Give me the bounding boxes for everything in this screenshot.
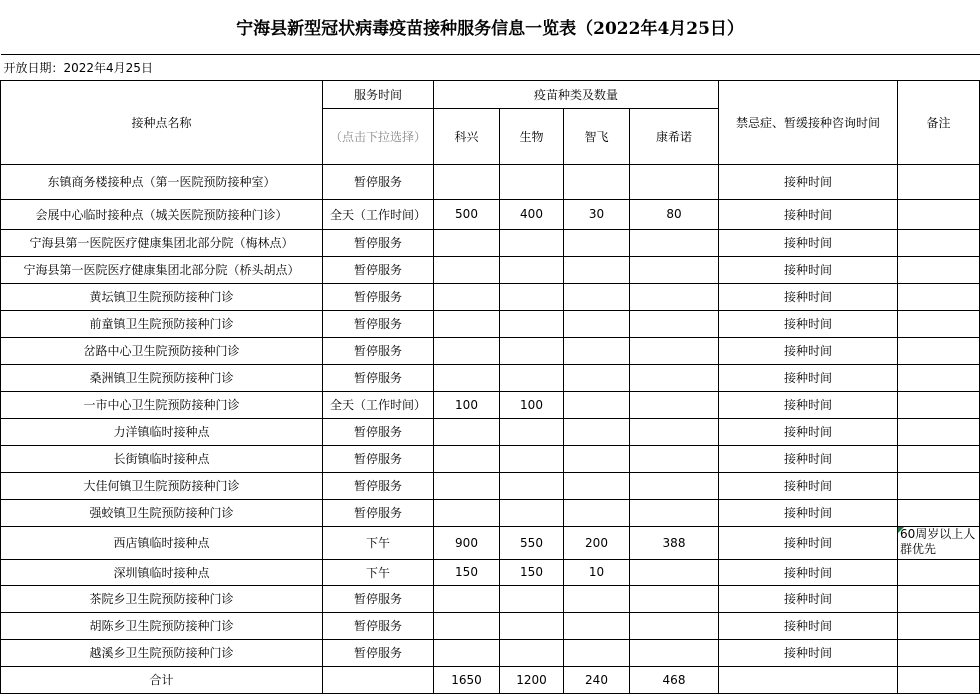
shengwu-qty-cell (500, 612, 564, 639)
remark-cell (898, 364, 980, 391)
kexing-qty-cell (434, 418, 500, 445)
shengwu-qty-cell (500, 164, 564, 199)
remark-cell (898, 499, 980, 526)
header-remark: 备注 (898, 80, 980, 164)
zhifei-qty-cell (564, 499, 630, 526)
shengwu-qty-cell (500, 337, 564, 364)
service-time-cell[interactable]: 全天（工作时间） (323, 199, 434, 229)
kangxinuo-qty-cell (630, 283, 719, 310)
shengwu-qty-cell (500, 472, 564, 499)
consult-time-cell: 接种时间 (719, 229, 898, 256)
shengwu-qty-cell: 400 (500, 199, 564, 229)
table-row (1, 283, 980, 310)
kangxinuo-qty-cell (630, 164, 719, 199)
table-row (1, 499, 980, 526)
kangxinuo-qty-cell (630, 585, 719, 612)
service-time-cell[interactable]: 暂停服务 (323, 164, 434, 199)
header-vaccine-zhifei: 智飞 (564, 108, 630, 164)
kexing-qty-cell: 150 (434, 559, 500, 585)
remark-cell (898, 391, 980, 418)
zhifei-qty-cell (564, 585, 630, 612)
consult-time-cell: 接种时间 (719, 199, 898, 229)
kangxinuo-qty-cell (630, 612, 719, 639)
service-time-cell[interactable]: 暂停服务 (323, 364, 434, 391)
shengwu-qty-cell (500, 445, 564, 472)
consult-time-cell: 接种时间 (719, 310, 898, 337)
table-row (1, 364, 980, 391)
site-name-cell: 茶院乡卫生院预防接种门诊 (1, 585, 323, 612)
kexing-qty-cell (434, 164, 500, 199)
total-shengwu: 1200 (500, 666, 564, 693)
consult-time-cell: 接种时间 (719, 391, 898, 418)
remark-cell (898, 445, 980, 472)
remark-cell (898, 585, 980, 612)
consult-time-cell: 接种时间 (719, 283, 898, 310)
site-name-cell: 一市中心卫生院预防接种门诊 (1, 391, 323, 418)
zhifei-qty-cell: 10 (564, 559, 630, 585)
service-time-cell[interactable]: 全天（工作时间） (323, 391, 434, 418)
service-time-cell[interactable]: 暂停服务 (323, 499, 434, 526)
remark-cell (898, 526, 980, 559)
zhifei-qty-cell (564, 612, 630, 639)
kangxinuo-qty-cell: 388 (630, 526, 719, 559)
kexing-qty-cell (434, 499, 500, 526)
zhifei-qty-cell (564, 391, 630, 418)
table-row (1, 612, 980, 639)
remark-cell (898, 472, 980, 499)
kexing-qty-cell (434, 445, 500, 472)
consult-time-cell: 接种时间 (719, 337, 898, 364)
zhifei-qty-cell (564, 283, 630, 310)
total-kexing: 1650 (434, 666, 500, 693)
table-row (1, 229, 980, 256)
consult-time-cell: 接种时间 (719, 559, 898, 585)
service-time-cell[interactable]: 暂停服务 (323, 256, 434, 283)
zhifei-qty-cell (564, 639, 630, 666)
table-row (1, 310, 980, 337)
consult-time-cell: 接种时间 (719, 164, 898, 199)
kexing-qty-cell: 500 (434, 199, 500, 229)
kangxinuo-qty-cell (630, 445, 719, 472)
consult-time-cell: 接种时间 (719, 472, 898, 499)
site-name-cell: 会展中心临时接种点（城关医院预防接种门诊） (1, 199, 323, 229)
kexing-qty-cell (434, 256, 500, 283)
kangxinuo-qty-cell (630, 559, 719, 585)
total-remark-cell (898, 666, 980, 693)
service-time-cell[interactable]: 暂停服务 (323, 472, 434, 499)
open-date: 开放日期：2022年4月25日 (1, 54, 980, 80)
remark-cell (898, 310, 980, 337)
consult-time-cell: 接种时间 (719, 364, 898, 391)
kexing-qty-cell (434, 229, 500, 256)
remark-cell (898, 199, 980, 229)
remark-cell (898, 337, 980, 364)
kangxinuo-qty-cell (630, 310, 719, 337)
site-name-cell: 强蛟镇卫生院预防接种门诊 (1, 499, 323, 526)
service-time-cell[interactable]: 暂停服务 (323, 639, 434, 666)
table-row (1, 199, 980, 229)
kexing-qty-cell (434, 283, 500, 310)
service-time-cell[interactable]: 暂停服务 (323, 445, 434, 472)
kangxinuo-qty-cell (630, 472, 719, 499)
header-vaccine-shengwu: 生物 (500, 108, 564, 164)
total-zhifei: 240 (564, 666, 630, 693)
kexing-qty-cell (434, 612, 500, 639)
zhifei-qty-cell (564, 229, 630, 256)
kangxinuo-qty-cell (630, 499, 719, 526)
table-row (1, 418, 980, 445)
service-time-cell[interactable]: 暂停服务 (323, 337, 434, 364)
table-row (1, 391, 980, 418)
header-consult: 禁忌症、暂缓接种咨询时间 (719, 80, 898, 164)
service-time-cell[interactable]: 暂停服务 (323, 418, 434, 445)
service-time-cell[interactable]: 暂停服务 (323, 585, 434, 612)
total-label: 合计 (1, 666, 323, 693)
remark-cell (898, 283, 980, 310)
service-time-cell[interactable]: 下午 (323, 526, 434, 559)
site-name-cell: 东镇商务楼接种点（第一医院预防接种室） (1, 164, 323, 199)
remark-cell (898, 229, 980, 256)
site-name-cell: 岔路中心卫生院预防接种门诊 (1, 337, 323, 364)
shengwu-qty-cell (500, 585, 564, 612)
remark-cell (898, 418, 980, 445)
shengwu-qty-cell (500, 639, 564, 666)
total-consult-cell (719, 666, 898, 693)
header-vaccine-kangxinuo: 康希诺 (630, 108, 719, 164)
shengwu-qty-cell (500, 283, 564, 310)
table-row (1, 445, 980, 472)
site-name-cell: 越溪乡卫生院预防接种门诊 (1, 639, 323, 666)
kangxinuo-qty-cell (630, 256, 719, 283)
page-title: 宁海县新型冠状病毒疫苗接种服务信息一览表（2022年4月25日） (1, 0, 980, 54)
consult-time-cell: 接种时间 (719, 418, 898, 445)
shengwu-qty-cell (500, 256, 564, 283)
service-time-cell[interactable]: 下午 (323, 559, 434, 585)
consult-time-cell: 接种时间 (719, 639, 898, 666)
kangxinuo-qty-cell (630, 337, 719, 364)
site-name-cell: 前童镇卫生院预防接种门诊 (1, 310, 323, 337)
kangxinuo-qty-cell (630, 391, 719, 418)
remark-cell (898, 256, 980, 283)
zhifei-qty-cell (564, 256, 630, 283)
zhifei-qty-cell (564, 164, 630, 199)
site-name-cell: 黄坛镇卫生院预防接种门诊 (1, 283, 323, 310)
remark-cell (898, 639, 980, 666)
service-time-cell[interactable]: 暂停服务 (323, 612, 434, 639)
zhifei-qty-cell (564, 337, 630, 364)
shengwu-qty-cell (500, 229, 564, 256)
remark-cell (898, 612, 980, 639)
service-time-dropdown-hint[interactable]: （点击下拉选择） (323, 108, 434, 164)
table-row (1, 559, 980, 585)
site-name-cell: 大佳何镇卫生院预防接种门诊 (1, 472, 323, 499)
remark-cell (898, 164, 980, 199)
zhifei-qty-cell (564, 418, 630, 445)
shengwu-qty-cell: 550 (500, 526, 564, 559)
shengwu-qty-cell (500, 310, 564, 337)
shengwu-qty-cell: 150 (500, 559, 564, 585)
site-name-cell: 胡陈乡卫生院预防接种门诊 (1, 612, 323, 639)
site-name-cell: 深圳镇临时接种点 (1, 559, 323, 585)
service-time-cell[interactable]: 暂停服务 (323, 283, 434, 310)
table-row (1, 164, 980, 199)
total-time-cell (323, 666, 434, 693)
consult-time-cell: 接种时间 (719, 585, 898, 612)
kexing-qty-cell (434, 472, 500, 499)
kexing-qty-cell (434, 337, 500, 364)
remark-text: 60周岁以上人群优先 (900, 526, 976, 556)
kexing-qty-cell: 900 (434, 526, 500, 559)
consult-time-cell: 接种时间 (719, 256, 898, 283)
table-row (1, 256, 980, 283)
table-row (1, 526, 980, 559)
site-name-cell: 桑洲镇卫生院预防接种门诊 (1, 364, 323, 391)
consult-time-cell: 接种时间 (719, 499, 898, 526)
header-vaccine-group: 疫苗种类及数量 (434, 80, 719, 108)
zhifei-qty-cell: 200 (564, 526, 630, 559)
site-name-cell: 宁海县第一医院医疗健康集团北部分院（桥头胡点） (1, 256, 323, 283)
kangxinuo-qty-cell (630, 418, 719, 445)
zhifei-qty-cell (564, 310, 630, 337)
kexing-qty-cell: 100 (434, 391, 500, 418)
consult-time-cell: 接种时间 (719, 526, 898, 559)
site-name-cell: 力洋镇临时接种点 (1, 418, 323, 445)
consult-time-cell: 接种时间 (719, 612, 898, 639)
table-row (1, 585, 980, 612)
kexing-qty-cell (434, 585, 500, 612)
kangxinuo-qty-cell (630, 229, 719, 256)
header-vaccine-kexing: 科兴 (434, 108, 500, 164)
table-row (1, 639, 980, 666)
site-name-cell: 西店镇临时接种点 (1, 526, 323, 559)
service-time-cell[interactable]: 暂停服务 (323, 310, 434, 337)
table-row (1, 337, 980, 364)
zhifei-qty-cell: 30 (564, 199, 630, 229)
comment-marker-icon (898, 527, 904, 533)
header-site-name: 接种点名称 (1, 80, 323, 164)
zhifei-qty-cell (564, 364, 630, 391)
table-row (1, 472, 980, 499)
kexing-qty-cell (434, 364, 500, 391)
kangxinuo-qty-cell: 80 (630, 199, 719, 229)
remark-cell (898, 559, 980, 585)
header-service-time: 服务时间 (323, 80, 434, 108)
shengwu-qty-cell (500, 499, 564, 526)
shengwu-qty-cell: 100 (500, 391, 564, 418)
total-kangxinuo: 468 (630, 666, 719, 693)
zhifei-qty-cell (564, 445, 630, 472)
zhifei-qty-cell (564, 472, 630, 499)
site-name-cell: 长街镇临时接种点 (1, 445, 323, 472)
kangxinuo-qty-cell (630, 639, 719, 666)
kangxinuo-qty-cell (630, 364, 719, 391)
consult-time-cell: 接种时间 (719, 445, 898, 472)
service-time-cell[interactable]: 暂停服务 (323, 229, 434, 256)
site-name-cell: 宁海县第一医院医疗健康集团北部分院（梅林点） (1, 229, 323, 256)
shengwu-qty-cell (500, 418, 564, 445)
kexing-qty-cell (434, 310, 500, 337)
kexing-qty-cell (434, 639, 500, 666)
shengwu-qty-cell (500, 364, 564, 391)
